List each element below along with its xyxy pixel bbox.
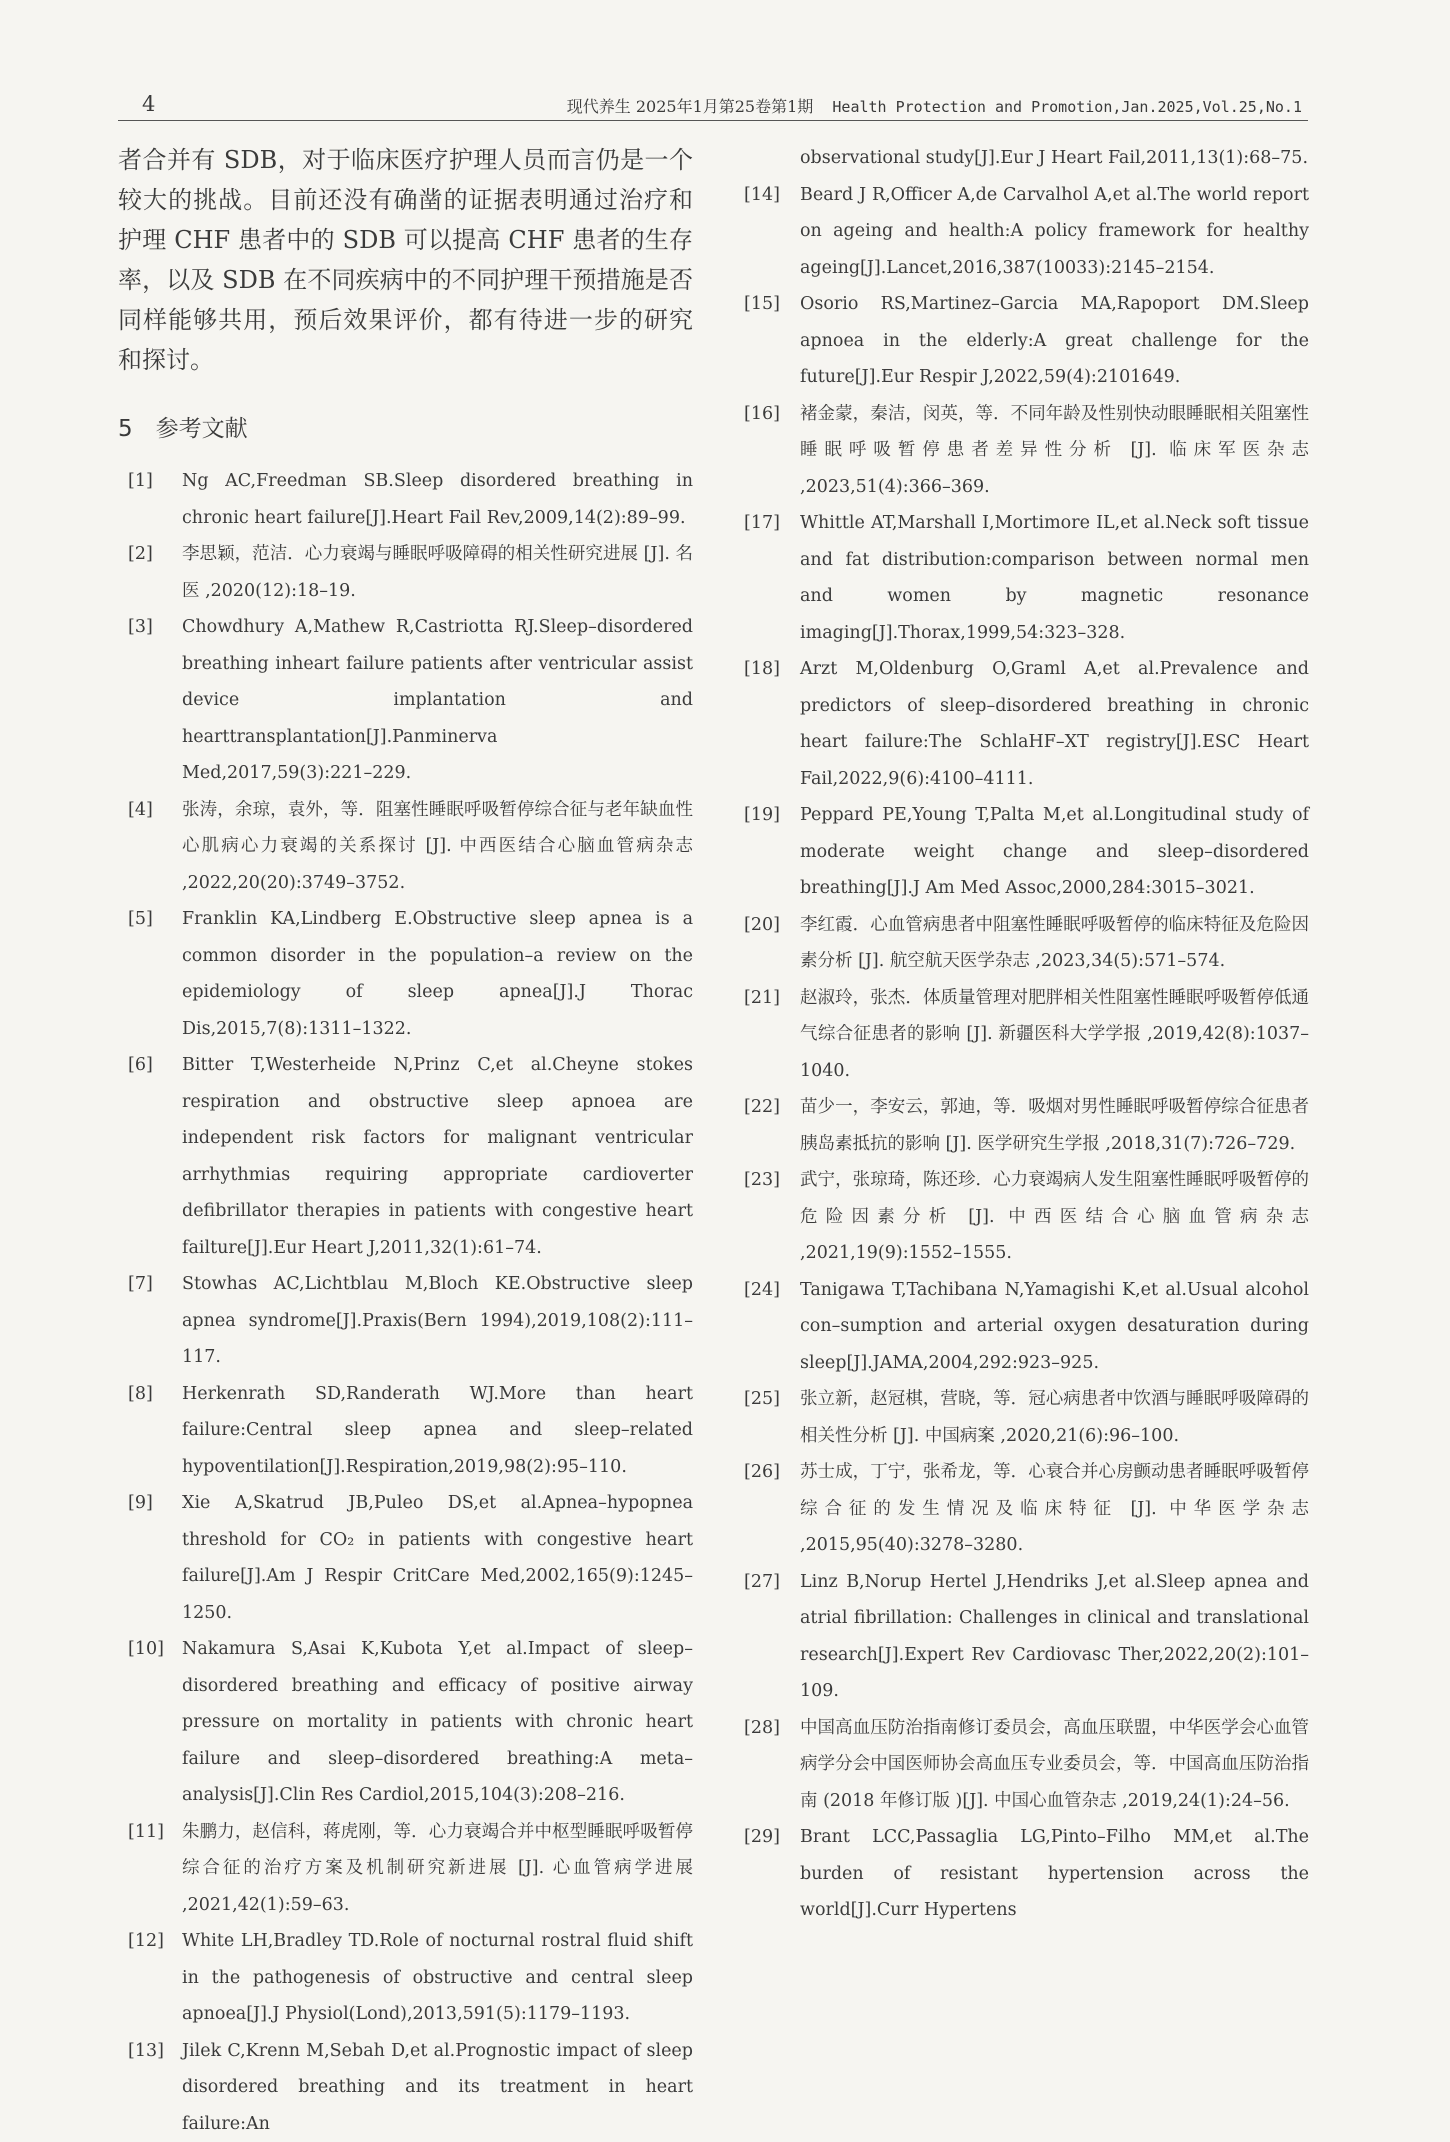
reference-text: Osorio RS,Martinez–Garcia MA,Rapoport DM.Sleep apnoea in the elderly:A great challenge for the future[J].Eur Respir J,2022,59(4):2101649. <box>800 286 1309 396</box>
reference-number: [6] <box>118 1047 182 1266</box>
reference-item <box>744 1454 1309 1564</box>
reference-number: [15] <box>744 286 800 396</box>
reference-text: White LH,Bradley TD.Role of nocturnal rostral fluid shift in the pathogenesis of obstructive and central sleep apnoea[J].J Physiol(Lond),2013,591(5):1179–1193. <box>182 1923 693 2033</box>
reference-text: 李红霞．心血管病患者中阻塞性睡眠呼吸暂停的临床特征及危险因素分析 [J]. 航空航天医学杂志 ,2023,34(5):571–574. <box>800 907 1309 980</box>
reference-item <box>744 1162 1309 1272</box>
reference-number: [23] <box>744 1162 800 1272</box>
reference-text: 苗少一，李安云，郭迪，等．吸烟对男性睡眠呼吸暂停综合征患者胰岛素抵抗的影响 [J]. 医学研究生学报 ,2018,31(7):726–729. <box>800 1089 1309 1162</box>
reference-text: Beard J R,Officer A,de Carvalhol A,et al.The world report on ageing and health:A policy framework for healthy ageing[J].Lancet,2016,387(10033):2145–2154. <box>800 177 1309 287</box>
journal-title-cn: 现代养生 2025年1月第25卷第1期 <box>567 97 814 116</box>
reference-item <box>118 1047 693 1266</box>
reference-number: [13] <box>118 2033 182 2142</box>
reference-number: [3] <box>118 609 182 792</box>
reference-item <box>118 609 693 792</box>
reference-number: [29] <box>744 1819 800 1929</box>
running-header <box>118 86 1308 121</box>
body-paragraph: 者合并有 SDB，对于临床医疗护理人员而言仍是一个较大的挑战。目前还没有确凿的证据表明通过治疗和护理 CHF 患者中的 SDB 可以提高 CHF 患者的生存率，以及 SDB 在不同疾病中的不同护理干预措施是否同样能够共用，预后效果评价，都有待进一步的研究和探讨。 <box>118 140 693 380</box>
reference-item <box>744 505 1309 651</box>
reference-number: [24] <box>744 1272 800 1382</box>
journal-info <box>567 94 1302 117</box>
reference-item <box>744 1564 1309 1710</box>
reference-number: [27] <box>744 1564 800 1710</box>
reference-number: [11] <box>118 1814 182 1924</box>
reference-text: Nakamura S,Asai K,Kubota Y,et al.Impact of sleep–disordered breathing and efficacy of positive airway pressure on mortality in patients with chronic heart failure and sleep–disordered breathing:A meta–analysis[J].Clin Res Cardiol,2015,104(3):208–216. <box>182 1631 693 1814</box>
page-number: 4 <box>142 92 155 116</box>
reference-number: [7] <box>118 1266 182 1376</box>
reference-text: Franklin KA,Lindberg E.Obstructive sleep apnea is a common disorder in the population–a review on the epidemiology of sleep apnea[J].J Thorac Dis,2015,7(8):1311–1322. <box>182 901 693 1047</box>
reference-item <box>744 907 1309 980</box>
reference-text: Linz B,Norup Hertel J,Hendriks J,et al.Sleep apnea and atrial fibrillation: Challenges in clinical and translational research[J].Expert Rev Cardiovasc Ther,2022,20(2):101–109. <box>800 1564 1309 1710</box>
reference-item <box>118 536 693 609</box>
reference-number: [26] <box>744 1454 800 1564</box>
reference-number: [20] <box>744 907 800 980</box>
reference-item <box>744 396 1309 506</box>
reference-text: Tanigawa T,Tachibana N,Yamagishi K,et al.Usual alcohol con–sumption and arterial oxygen desaturation during sleep[J].JAMA,2004,292:923–925. <box>800 1272 1309 1382</box>
reference-number: [5] <box>118 901 182 1047</box>
reference-item <box>744 797 1309 907</box>
reference-number: [22] <box>744 1089 800 1162</box>
reference-text: Whittle AT,Marshall I,Mortimore IL,et al.Neck soft tissue and fat distribution:comparison between normal men and women by magnetic resonance imaging[J].Thorax,1999,54:323–328. <box>800 505 1309 651</box>
reference-number: [18] <box>744 651 800 797</box>
reference-number: [25] <box>744 1381 800 1454</box>
reference-number: [14] <box>744 177 800 287</box>
reference-item <box>118 1485 693 1631</box>
reference-number: [17] <box>744 505 800 651</box>
section-title: 5 参考文献 <box>118 410 693 443</box>
reference-item <box>744 177 1309 287</box>
reference-item <box>118 2033 693 2142</box>
reference-text: 武宁，张琼琦，陈还珍．心力衰竭病人发生阻塞性睡眠呼吸暂停的危险因素分析 [J]. 中西医结合心脑血管病杂志 ,2021,19(9):1552–1555. <box>800 1162 1309 1272</box>
reference-item <box>744 286 1309 396</box>
reference-item <box>118 1923 693 2033</box>
reference-text: Xie A,Skatrud JB,Puleo DS,et al.Apnea–hypopnea threshold for CO₂ in patients with congestive heart failure[J].Am J Respir CritCare Med,2002,165(9):1245–1250. <box>182 1485 693 1631</box>
reference-text: 张涛，余琼，袁外，等．阻塞性睡眠呼吸暂停综合征与老年缺血性心肌病心力衰竭的关系探讨 [J]. 中西医结合心脑血管病杂志 ,2022,20(20):3749–3752. <box>182 792 693 902</box>
reference-text: Stowhas AC,Lichtblau M,Bloch KE.Obstructive sleep apnea syndrome[J].Praxis(Bern 1994),2019,108(2):111–117. <box>182 1266 693 1376</box>
reference-text: 中国高血压防治指南修订委员会，高血压联盟，中华医学会心血管病学分会中国医师协会高血压专业委员会，等．中国高血压防治指南 (2018 年修订版 )[J]. 中国心血管杂志 ,2019,24(1):24–56. <box>800 1710 1309 1820</box>
reference-item <box>744 1819 1309 1929</box>
reference-item <box>118 1376 693 1486</box>
reference-item <box>118 792 693 902</box>
reference-number: [16] <box>744 396 800 506</box>
reference-number: [19] <box>744 797 800 907</box>
reference-text: Bitter T,Westerheide N,Prinz C,et al.Cheyne stokes respiration and obstructive sleep apnoea are independent risk factors for malignant ventricular arrhythmias requiring appropriate cardioverter defibrillator therapies in patients with congestive heart failture[J].Eur Heart J,2011,32(1):61–74. <box>182 1047 693 1266</box>
reference-item <box>744 980 1309 1090</box>
reference-number: [1] <box>118 463 182 536</box>
reference-item <box>744 1381 1309 1454</box>
reference-item <box>118 901 693 1047</box>
reference-item <box>744 651 1309 797</box>
reference-text: Herkenrath SD,Randerath WJ.More than heart failure:Central sleep apnea and sleep–related hypoventilation[J].Respiration,2019,98(2):95–110. <box>182 1376 693 1486</box>
reference-number: [8] <box>118 1376 182 1486</box>
reference-number: [4] <box>118 792 182 902</box>
reference-text: Arzt M,Oldenburg O,Graml A,et al.Prevalence and predictors of sleep–disordered breathing in chronic heart failure:The SchlaHF–XT registry[J].ESC Heart Fail,2022,9(6):4100–4111. <box>800 651 1309 797</box>
reference-text: observational study[J].Eur J Heart Fail,2011,13(1):68–75. <box>800 140 1309 177</box>
reference-text: Jilek C,Krenn M,Sebah D,et al.Prognostic impact of sleep disordered breathing and its treatment in heart failure:An <box>182 2033 693 2142</box>
reference-number: [12] <box>118 1923 182 2033</box>
reference-number: [21] <box>744 980 800 1090</box>
left-column <box>118 140 693 2142</box>
reference-text: Peppard PE,Young T,Palta M,et al.Longitudinal study of moderate weight change and sleep–disordered breathing[J].J Am Med Assoc,2000,284:3015–3021. <box>800 797 1309 907</box>
reference-text: Chowdhury A,Mathew R,Castriotta RJ.Sleep–disordered breathing inheart failure patients after ventricular assist device implantation and hearttransplantation[J].Panminerva Med,2017,59(3):221–229. <box>182 609 693 792</box>
reference-item <box>744 140 1309 177</box>
reference-item <box>744 1089 1309 1162</box>
reference-item <box>118 463 693 536</box>
reference-text: 苏士成，丁宁，张希龙，等．心衰合并心房颤动患者睡眠呼吸暂停综合征的发生情况及临床特征 [J]. 中华医学杂志 ,2015,95(40):3278–3280. <box>800 1454 1309 1564</box>
reference-item <box>118 1266 693 1376</box>
reference-number <box>744 140 800 177</box>
right-column <box>744 140 1309 1929</box>
reference-list-right <box>744 140 1309 1929</box>
reference-item <box>118 1631 693 1814</box>
reference-number: [2] <box>118 536 182 609</box>
reference-text: Brant LCC,Passaglia LG,Pinto–Filho MM,et al.The burden of resistant hypertension across the world[J].Curr Hypertens <box>800 1819 1309 1929</box>
reference-text: 赵淑玲，张杰．体质量管理对肥胖相关性阻塞性睡眠呼吸暂停低通气综合征患者的影响 [J]. 新疆医科大学学报 ,2019,42(8):1037–1040. <box>800 980 1309 1090</box>
reference-text: 李思颖，范洁．心力衰竭与睡眠呼吸障碍的相关性研究进展 [J]. 名医 ,2020(12):18–19. <box>182 536 693 609</box>
reference-text: 朱鹏力，赵信科，蒋虎刚，等．心力衰竭合并中枢型睡眠呼吸暂停综合征的治疗方案及机制研究新进展 [J]. 心血管病学进展 ,2021,42(1):59–63. <box>182 1814 693 1924</box>
reference-item <box>744 1710 1309 1820</box>
reference-text: 褚金蒙，秦洁，闵英，等．不同年龄及性别快动眼睡眠相关阻塞性睡眠呼吸暂停患者差异性分析 [J]. 临床军医杂志 ,2023,51(4):366–369. <box>800 396 1309 506</box>
reference-text: 张立新，赵冠棋，营晓，等．冠心病患者中饮酒与睡眠呼吸障碍的相关性分析 [J]. 中国病案 ,2020,21(6):96–100. <box>800 1381 1309 1454</box>
reference-item <box>118 1814 693 1924</box>
reference-list-left <box>118 463 693 2142</box>
reference-text: Ng AC,Freedman SB.Sleep disordered breathing in chronic heart failure[J].Heart Fail Rev,2009,14(2):89–99. <box>182 463 693 536</box>
reference-number: [9] <box>118 1485 182 1631</box>
reference-number: [10] <box>118 1631 182 1814</box>
journal-title-en: Health Protection and Promotion,Jan.2025,Vol.25,No.1 <box>832 98 1302 116</box>
reference-item <box>744 1272 1309 1382</box>
reference-number: [28] <box>744 1710 800 1820</box>
